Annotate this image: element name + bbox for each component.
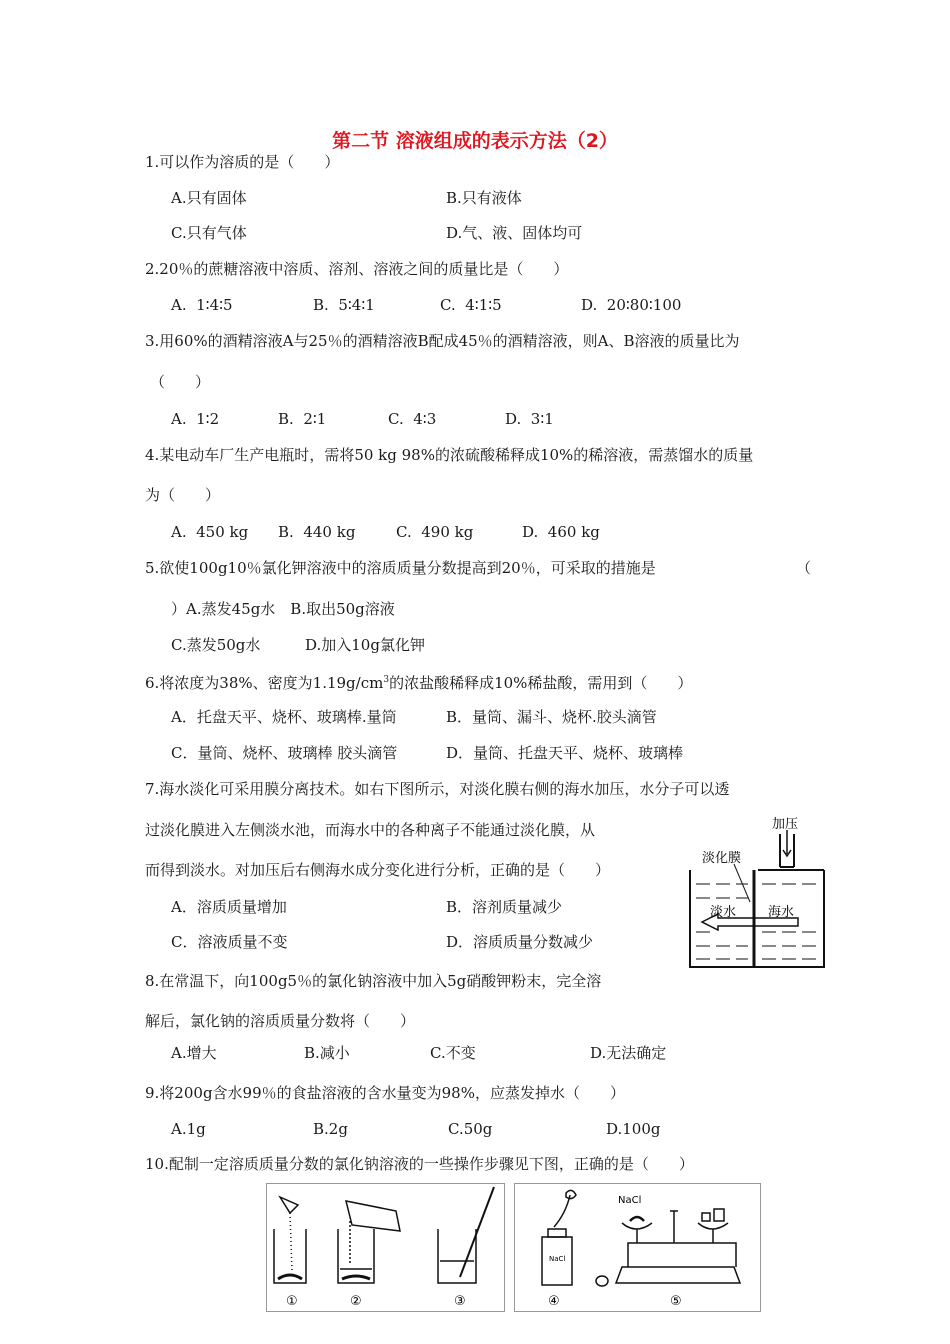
question-8-option-a: A.增大: [171, 1044, 217, 1062]
question-1-option-a: A.只有固体: [171, 189, 247, 207]
membrane-diagram: [688, 812, 828, 972]
question-5-option-c: C.蒸发50g水: [171, 636, 261, 654]
page-title: 第二节 溶液组成的表示方法（2）: [332, 130, 618, 152]
nacl-label: NaCl: [618, 1195, 642, 1206]
question-2-option-b: B. 5∶4∶1: [313, 296, 375, 314]
question-4-option-b: B. 440 kg: [278, 523, 356, 541]
question-3-option-a: A. 1∶2: [171, 410, 220, 428]
step-number-4: ④: [548, 1294, 560, 1309]
question-9-option-d: D.100g: [606, 1120, 661, 1138]
question-3-stem-cont: （ ）: [150, 373, 211, 391]
question-6-option-d: D．量筒、托盘天平、烧杯、玻璃棒: [446, 744, 684, 762]
question-4-stem: 4.某电动车厂生产电瓶时，需将50 kg 98%的浓硫酸稀释成10%的稀溶液，需蒸馏水的质量: [145, 446, 754, 464]
figure-panel-left: [267, 1184, 505, 1312]
question-9-option-a: A.1g: [171, 1120, 206, 1138]
question-5-stem-cont: ）A.蒸发45g水 B.取出50g溶液: [171, 600, 395, 618]
question-8-stem: 8.在常温下，向100g5％的氯化钠溶液中加入5g硝酸钾粉末，完全溶: [145, 972, 602, 990]
question-1-option-b: B.只有液体: [446, 189, 522, 207]
bottle-label: NaCl: [549, 1255, 566, 1263]
question-6-stem-part1: 6.将浓度为38%、密度为1.19g/cm: [145, 674, 384, 692]
question-6-stem: [145, 670, 692, 693]
question-1-option-c: C.只有气体: [171, 224, 247, 242]
question-9-option-c: C.50g: [448, 1120, 493, 1138]
question-4-option-c: C. 490 kg: [396, 523, 474, 541]
question-3-option-d: D. 3∶1: [505, 410, 554, 428]
question-8-option-b: B.减小: [304, 1044, 350, 1062]
question-6-option-b: B．量筒、漏斗、烧杯.胶头滴管: [446, 708, 657, 726]
step1-pouring-solid: [274, 1197, 306, 1283]
question-4-option-a: A. 450 kg: [171, 523, 249, 541]
question-7-stem: 7.海水淡化可采用膜分离技术。如右下图所示，对淡化膜右侧的海水加压，水分子可以透: [145, 780, 730, 798]
step-number-2: ②: [350, 1294, 362, 1309]
question-6-option-c: C．量筒、烧杯、玻璃棒 胶头滴管: [171, 744, 398, 762]
question-3-option-c: C. 4∶3: [388, 410, 437, 428]
question-9-stem: 9.将200g含水99％的食盐溶液的含水量变为98%，应蒸发掉水（ ）: [145, 1084, 625, 1102]
question-8-option-c: C.不变: [430, 1044, 476, 1062]
label-membrane: 淡化膜: [702, 851, 742, 866]
step-number-5: ⑤: [670, 1294, 682, 1309]
question-7-option-d: D．溶质质量分数减少: [446, 933, 594, 951]
label-fresh-water: 淡水: [710, 905, 737, 920]
step3-stirring: [438, 1187, 494, 1283]
question-7-option-b: B．溶剂质量减少: [446, 898, 563, 916]
question-1-option-d: D.气、液、固体均可: [446, 224, 583, 242]
question-4-stem-cont: 为（ ）: [145, 486, 221, 504]
question-8-stem-cont: 解后，氯化钠的溶质质量分数将（ ）: [145, 1012, 416, 1030]
question-5-stem: 5.欲使100g10％氯化钾溶液中的溶质质量分数提高到20％，可采取的措施是: [145, 559, 656, 577]
question-3-option-b: B. 2∶1: [278, 410, 327, 428]
question-2-option-a: A. 1∶4∶5: [171, 296, 233, 314]
step4-reagent-bottle: [542, 1190, 608, 1286]
question-7-option-a: A．溶质质量增加: [171, 898, 287, 916]
question-10-stem: 10.配制一定溶质质量分数的氯化钠溶液的一些操作步骤见下图，正确的是（ ）: [145, 1155, 694, 1173]
question-2-option-d: D. 20∶80∶100: [581, 296, 682, 314]
question-6-sup: 3: [383, 675, 390, 685]
label-sea-water: 海水: [768, 905, 795, 920]
question-5-paren: （: [796, 559, 812, 577]
question-5-option-d: D.加入10g氯化钾: [305, 636, 425, 654]
step-number-1: ①: [286, 1294, 298, 1309]
question-8-option-d: D.无法确定: [590, 1044, 667, 1062]
question-1-stem: 1.可以作为溶质的是（ ）: [145, 153, 340, 171]
procedure-figure: [266, 1183, 762, 1313]
question-7-stem-cont-2: 而得到淡水。对加压后右侧海水成分变化进行分析，正确的是（ ）: [145, 861, 611, 879]
step-number-3: ③: [454, 1294, 466, 1309]
step5-balance: [616, 1209, 740, 1283]
question-4-option-d: D. 460 kg: [522, 523, 600, 541]
question-7-stem-cont-1: 过淡化膜进入左侧淡水池，而海水中的各种离子不能通过淡化膜，从: [145, 821, 596, 839]
question-2-option-c: C. 4∶1∶5: [440, 296, 502, 314]
step2-pouring-water: [338, 1201, 400, 1283]
question-7-option-c: C．溶液质量不变: [171, 933, 288, 951]
question-3-stem: 3.用60%的酒精溶液A与25％的酒精溶液B配成45％的酒精溶液，则A、B溶液的质量比为: [145, 332, 740, 350]
question-9-option-b: B.2g: [313, 1120, 348, 1138]
membrane-pointer: [734, 864, 750, 902]
question-6-option-a: A．托盘天平、烧杯、玻璃棒.量筒: [171, 708, 397, 726]
label-pressure: 加压: [772, 817, 799, 832]
question-2-stem: 2.20％的蔗糖溶液中溶质、溶剂、溶液之间的质量比是（ ）: [145, 260, 569, 278]
question-6-stem-part2: 的浓盐酸稀释成10%稀盐酸，需用到（ ）: [389, 674, 693, 692]
